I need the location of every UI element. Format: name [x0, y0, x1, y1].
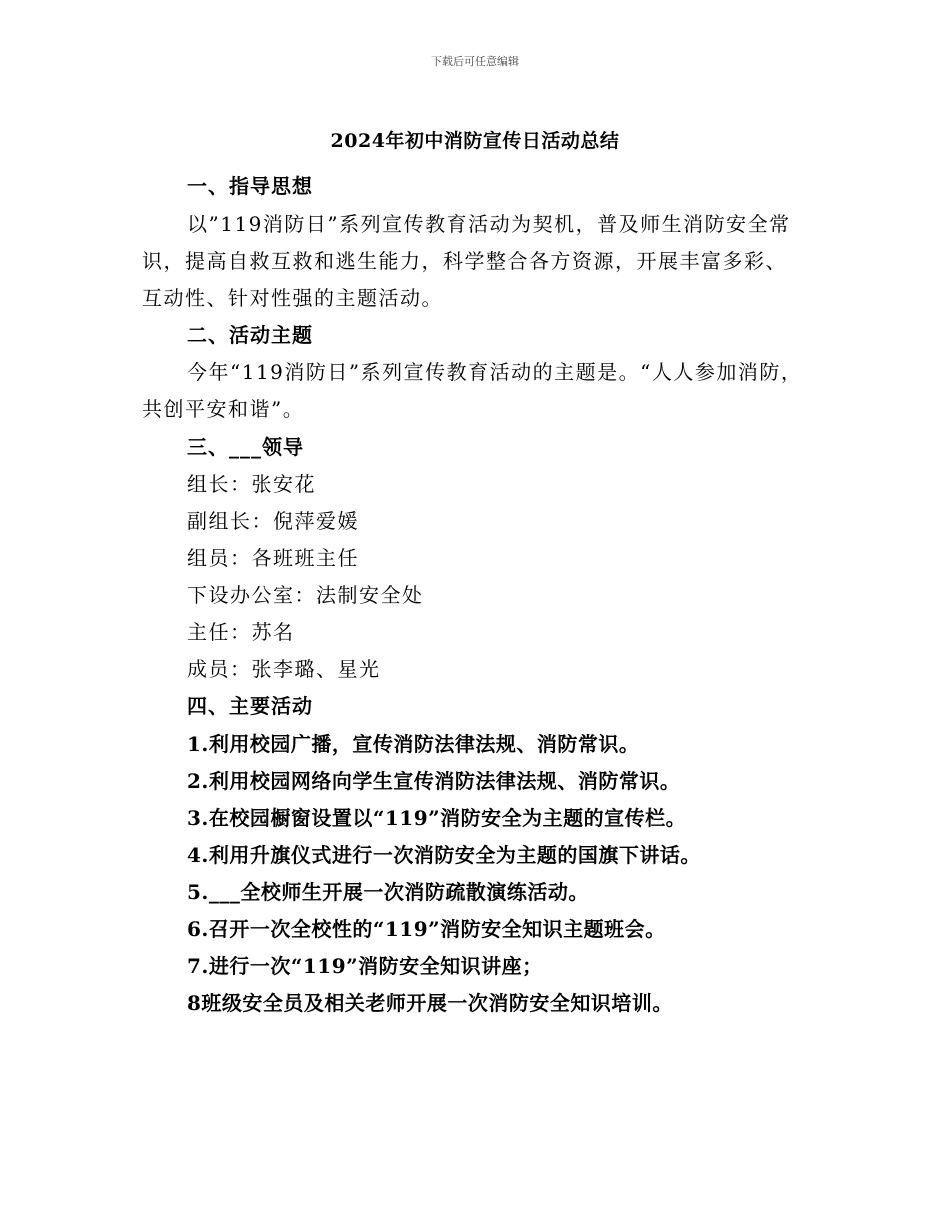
section1-heading: 一、指导思想	[187, 174, 313, 198]
member-line: 主任：苏名	[187, 620, 295, 644]
member-line: 副组长：倪萍爱媛	[187, 509, 359, 533]
activity-item: 3.在校园橱窗设置以“119”消防安全为主题的宣传栏。	[187, 806, 687, 830]
activity-item: 7.进行一次“119”消防安全知识讲座；	[187, 954, 543, 978]
activity-item: 4.利用升旗仪式进行一次消防安全为主题的国旗下讲话。	[187, 843, 701, 867]
member-line: 成员：张李璐、星光	[187, 657, 381, 681]
section2-heading: 二、活动主题	[187, 323, 313, 347]
member-line: 组员：各班班主任	[187, 546, 359, 570]
section4-heading: 四、主要活动	[187, 694, 313, 718]
section3-heading: 三、___领导	[187, 435, 304, 459]
activity-item: 2.利用校园网络向学生宣传消防法律法规、消防常识。	[187, 769, 681, 793]
section2-paragraph-line: 今年“119消防日”系列宣传教育活动的主题是。“人人参加消防，	[187, 360, 803, 384]
header-note: 下载后可任意编辑	[431, 55, 519, 68]
section1-paragraph-line: 以”119消防日”系列宣传教育活动为契机，普及师生消防安全常	[187, 212, 791, 236]
activity-item: 1.利用校园广播，宣传消防法律法规、消防常识。	[187, 732, 640, 756]
activity-item: 6.召开一次全校性的“119”消防安全知识主题班会。	[187, 917, 666, 941]
document-title: 2024年初中消防宣传日活动总结	[330, 130, 620, 152]
member-line: 组长：张安花	[187, 472, 316, 496]
member-line: 下设办公室：法制安全处	[187, 583, 424, 607]
section2-paragraph-line: 共创平安和谐”。	[142, 397, 305, 421]
activity-item: 5.___全校师生开展一次消防疏散演练活动。	[187, 880, 589, 904]
activity-item: 8班级安全员及相关老师开展一次消防安全知识培训。	[187, 991, 673, 1015]
section1-paragraph-line: 识，提高自救互救和逃生能力，科学整合各方资源，开展丰富多彩、	[142, 249, 787, 273]
section1-paragraph-line: 互动性、针对性强的主题活动。	[142, 286, 443, 310]
